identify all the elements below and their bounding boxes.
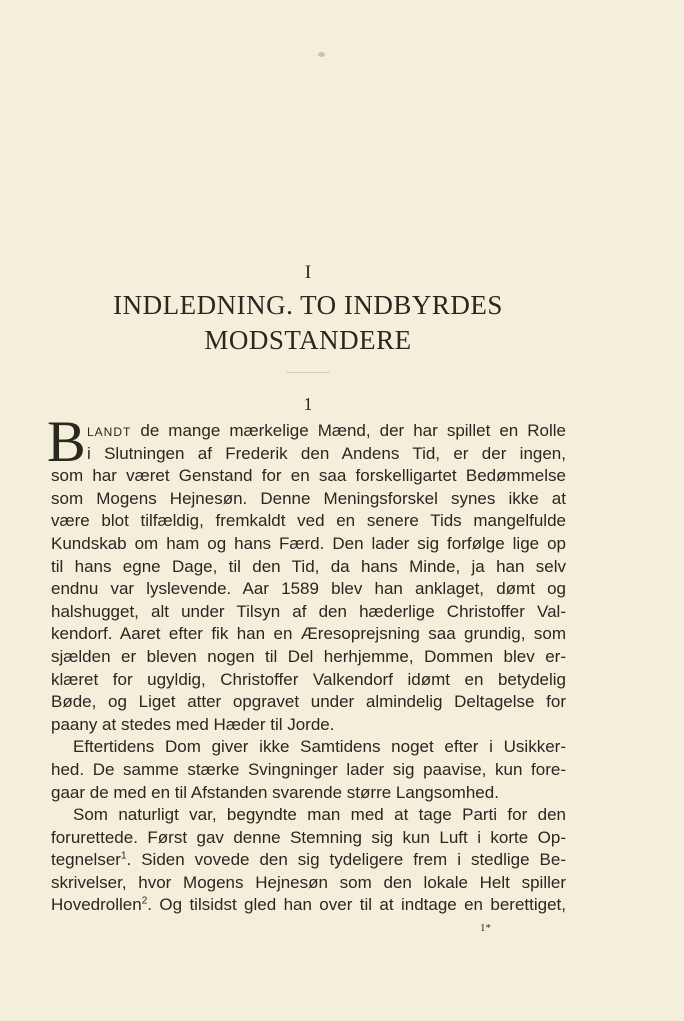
body-text — [51, 420, 566, 917]
chapter-number: I — [304, 262, 312, 283]
text-line: tegnelser$^1$. Siden vovede den sig tydeligere frem i stedlige Be- — [51, 850, 566, 870]
text-line: kendorf. Aaret efter fik han en Æresoprejsning saa grundig, som — [51, 624, 566, 644]
text-line: forurettede. Først gav denne Stemning sig kun Luft i korte Op- — [51, 827, 566, 847]
text-line: Eftertidens Dom giver ikke Samtidens noget efter i Usikker- — [73, 737, 566, 757]
text-line: gaar de med en til Afstanden svarende større Langsomhed. — [51, 782, 499, 802]
text-line: Hovedrollen$^2$. Og tilsidst gled han over til at indtage en berettiget, — [51, 895, 566, 915]
footnote-mark: 1 — [120, 850, 127, 862]
text-line: sjælden er bleven nogen til Del herhjemme, Dommen blev er- — [51, 646, 566, 666]
footnote-mark: 2 — [141, 895, 148, 907]
text-line: til hans egne Dage, til den Tid, da hans Minde, ja han selv — [51, 556, 566, 576]
signature-mark: 1* — [480, 922, 491, 934]
text-line: klæret for ugyldig, Christoffer Valkendorf idømt en betydelig — [51, 669, 566, 689]
text-line: hed. De samme stærke Svingninger lader sig paavise, kun fore- — [51, 759, 566, 779]
chapter-title-line-2: MODSTANDERE — [204, 325, 412, 355]
section-number: 1 — [303, 394, 313, 414]
section-divider — [286, 372, 330, 373]
text-line: landt de mange mærkelige Mænd, der har spillet en Rolle — [87, 421, 566, 440]
text-line: Som naturligt var, begyndte man med at tage Parti for den — [73, 805, 566, 825]
text-line: paany at stedes med Hæder til Jorde. — [51, 714, 335, 734]
text-line: være blot tilfældig, fremkaldt ved en senere Tids mangelfulde — [51, 511, 566, 531]
drop-cap: B — [47, 409, 86, 474]
text-line: som har været Genstand for en saa forskelligartet Bedømmelse — [51, 466, 566, 486]
text-line: skrivelser, hvor Mogens Hejnesøn som den lokale Helt spiller — [51, 872, 566, 892]
text-line: endnu var lyslevende. Aar 1589 blev han anklaget, dømt og — [51, 579, 566, 599]
text-line: Bøde, og Liget atter opgravet under almindelig Deltagelse for — [51, 692, 566, 712]
text-line: i Slutningen af Frederik den Andens Tid, er der ingen, — [87, 443, 566, 463]
lead-smallcaps: landt — [87, 421, 132, 440]
text-line: halshugget, alt under Tilsyn af den hæderlige Christoffer Val- — [51, 601, 566, 621]
chapter-title-line-1: INDLEDNING. TO INDBYRDES — [113, 290, 503, 320]
text-line: som Mogens Hejnesøn. Denne Meningsforskel synes ikke at — [51, 488, 566, 508]
text-line: Kundskab om ham og hans Færd. Den lader sig forfølge lige op — [51, 533, 566, 553]
paper-speck — [318, 52, 325, 57]
